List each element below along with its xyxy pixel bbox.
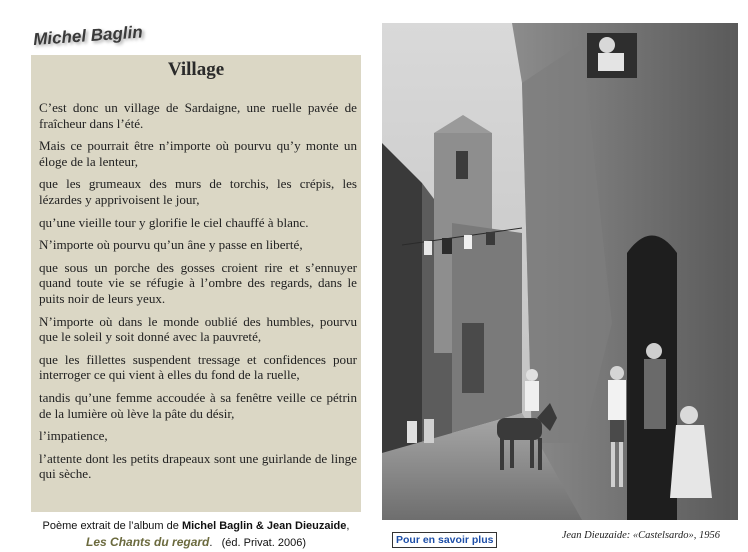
poem-stanza: que les grumeaux des murs de torchis, les crépis, les lézardes y apprivoisent le jour, — [39, 176, 357, 207]
poem-stanza: l’attente dont les petits drapeaux sont une guirlande de linge qui sèche. — [39, 450, 357, 482]
credit-suffix: , — [346, 520, 350, 532]
author-name: Michel Baglin — [32, 22, 144, 50]
album-title: Les Chants du regard — [86, 535, 210, 549]
castelsardo-photo — [382, 23, 738, 520]
poem-body — [39, 100, 357, 489]
photo-caption: Jean Dieuzaide: «Castelsardo», 1956 — [561, 530, 720, 541]
more-info-button[interactable]: Pour en savoir plus — [392, 532, 497, 548]
poem-stanza: l’impatience, — [39, 428, 108, 444]
poem-credit — [31, 518, 361, 551]
edition-note: (éd. Privat. 2006) — [221, 537, 306, 549]
poem-stanza: tandis qu’une femme accoudée à sa fenêtre veille ce pétrin de la lumière où lève la pâte du désir, — [39, 389, 357, 421]
photo-illustration — [382, 23, 738, 520]
poem-stanza: qu’une vieille tour y glorifie le ciel chauffé à blanc. — [39, 214, 309, 230]
poem-stanza: Mais ce pourrait être n’importe où pourvu qu’y monte un éloge de la lenteur, — [39, 138, 357, 169]
credit-prefix: Poème extrait de l’album de — [42, 520, 182, 532]
poem-stanza: N’importe où dans le monde oublié des humbles, pourvu que le soleil y soit donné avec la pauvreté, — [39, 313, 357, 345]
poem-title: Village — [167, 59, 225, 80]
credit-authors: Michel Baglin & Jean Dieuzaide — [181, 520, 347, 532]
poem-stanza: C’est donc un village de Sardaigne, une ruelle pavée de fraîcheur dans l’été. — [39, 100, 357, 131]
poem-stanza: N’importe où pourvu qu’un âne y passe en liberté, — [39, 237, 303, 253]
poem-stanza: que les fillettes suspendent tressage et confidences pour interroger ce qui vient à elles du fond de la ruelle, — [39, 351, 357, 383]
poem-panel — [31, 55, 361, 512]
album-suffix: . — [209, 537, 213, 549]
poem-stanza: que sous un porche des gosses croient rire et s’ennuyer quand toute vie se réfugie à l’ombre des regards, dans le puits noir de leurs yeux. — [39, 259, 357, 306]
